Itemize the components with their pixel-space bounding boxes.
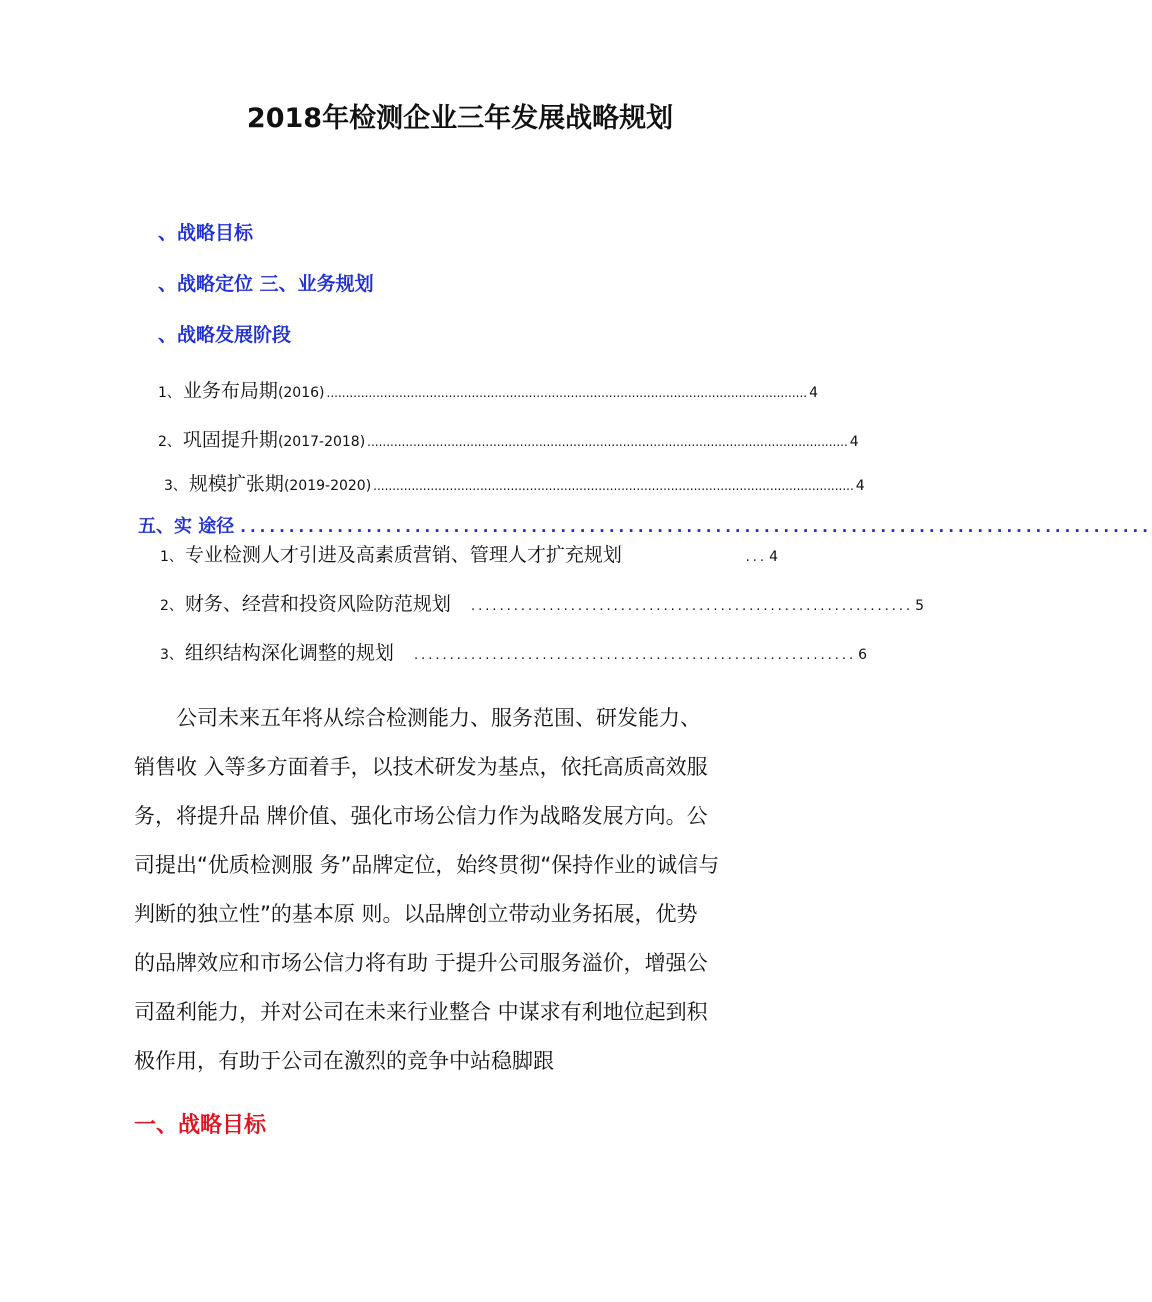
toc-entry-label: 规模扩张期 <box>188 473 284 495</box>
intro-paragraph <box>134 694 794 1086</box>
toc-entry-label: 五、实 途径 <box>138 516 235 537</box>
toc-page-number: 4 <box>849 434 859 450</box>
toc-dot-leader: .............................................................................................................................. <box>367 435 848 449</box>
toc-dot-leader: .............................................................................................. <box>240 518 1152 536</box>
toc-entry-stage-1[interactable] <box>158 376 819 403</box>
paragraph-line: 销售收 入等多方面着手，以技术研发为基点，依托高质高效服 <box>134 755 708 779</box>
section-heading-strategic-goal: 一、战略目标 <box>134 1113 267 1138</box>
paragraph-line: 判断的独立性”的基本原 则。以品牌创立带动业务拓展，优势 <box>134 902 698 926</box>
toc-entry-number: 2、 <box>158 434 181 450</box>
toc-dot-leader: .............................................................................................................................. <box>326 386 808 400</box>
toc-dot-leader: .............................................................. <box>470 599 914 614</box>
toc-page-number: 5 <box>915 598 925 614</box>
toc-entry-number: 2、 <box>160 598 183 614</box>
toc-page-number: 6 <box>858 647 868 663</box>
toc-entry-years: (2017-2018) <box>277 434 366 450</box>
toc-page-number: 4 <box>769 549 778 565</box>
paragraph-line: 的品牌效应和市场公信力将有助 于提升公司服务溢价，增强公 <box>134 951 708 975</box>
paragraph-line: 司提出“优质检测服 务”品牌定位，始终贯彻“保持作业的诚信与 <box>134 853 720 877</box>
toc-entry-approach-2[interactable] <box>160 589 925 616</box>
toc-entry-approach-3[interactable] <box>160 638 868 665</box>
toc-heading-development-stages[interactable]: 、战略发展阶段 <box>158 324 292 346</box>
document-title: 2018年检测企业三年发展战略规划 <box>246 103 674 134</box>
paragraph-line: 司盈利能力，并对公司在未来行业整合 中谋求有利地位起到积 <box>134 1000 708 1024</box>
toc-entry-approach-1[interactable] <box>160 540 778 567</box>
toc-entry-stage-2[interactable] <box>158 425 859 452</box>
paragraph-line: 极作用，有助于公司在激烈的竞争中站稳脚跟 <box>134 1049 554 1073</box>
toc-entry-number: 3、 <box>160 647 183 663</box>
toc-entry-number: 1、 <box>160 549 183 565</box>
toc-entry-label: 业务布局期 <box>182 380 278 402</box>
toc-heading-positioning-business[interactable]: 、战略定位 三、业务规划 <box>158 273 374 295</box>
paragraph-line: 务，将提升品 牌价值、强化市场公信力作为战略发展方向。公 <box>134 804 708 828</box>
paragraph-line: 公司未来五年将从综合检测能力、服务范围、研发能力、 <box>176 706 701 730</box>
toc-entry-number: 1、 <box>158 385 181 401</box>
toc-dot-leader: ... <box>745 550 768 565</box>
toc-entry-number: 3、 <box>164 478 187 494</box>
toc-page-number: 4 <box>855 478 865 494</box>
toc-entry-label: 组织结构深化调整的规划 <box>184 642 394 664</box>
toc-heading-strategic-goal[interactable]: 、战略目标 <box>158 222 254 244</box>
toc-dot-leader: .............................................................................................................................. <box>373 479 854 493</box>
toc-entry-label: 巩固提升期 <box>182 429 278 451</box>
toc-entry-label: 专业检测人才引进及高素质营销、管理人才扩充规划 <box>184 544 622 566</box>
toc-entry-label: 财务、经营和投资风险防范规划 <box>184 593 451 615</box>
toc-entry-years: (2016) <box>277 385 325 401</box>
toc-entry-years: (2019-2020) <box>283 478 372 494</box>
toc-dot-leader: .............................................................. <box>413 648 857 663</box>
toc-heading-approaches[interactable] <box>138 512 1152 538</box>
toc-entry-stage-3[interactable] <box>164 469 865 496</box>
toc-page-number: 4 <box>809 385 819 401</box>
